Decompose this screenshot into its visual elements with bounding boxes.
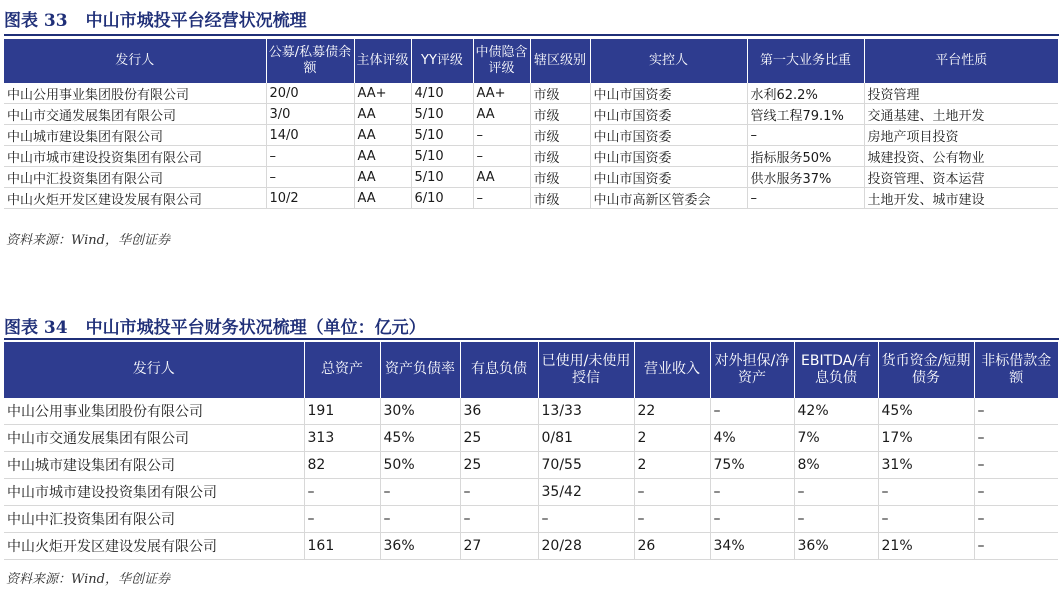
table2-header-cell: 总资产 <box>304 342 380 398</box>
table-cell: 2 <box>634 425 710 452</box>
table2-header-cell: 已使用/未使用授信 <box>538 342 634 398</box>
table-cell: 5/10 <box>411 167 473 188</box>
table-cell: – <box>977 538 985 554</box>
table-cell: 45% <box>380 425 460 452</box>
table-cell: 管线工程79.1% <box>747 104 864 125</box>
table-cell: 中山中汇投资集团有限公司 <box>4 506 304 533</box>
table-cell: – <box>747 188 864 209</box>
table-cell: 30% <box>380 398 460 425</box>
table1 <box>4 39 1058 209</box>
table1-title-text: 中山市城投平台经营状况梳理 <box>85 11 307 31</box>
table-cell: – <box>878 479 974 506</box>
table-cell: 2 <box>634 452 710 479</box>
table2-header-cell: 有息负债 <box>460 342 538 398</box>
table1-source: 资料来源：Wind，华创证券 <box>6 233 170 248</box>
table1-body <box>4 83 1058 209</box>
table-row <box>4 398 1058 425</box>
table-cell: 26 <box>634 533 710 560</box>
table-row <box>4 125 1058 146</box>
table-cell: – <box>380 506 460 533</box>
table-cell: AA <box>354 146 411 167</box>
table-cell: 中山市国资委 <box>590 125 747 146</box>
table-row <box>4 533 1058 560</box>
table-cell: – <box>794 506 878 533</box>
table-cell: – <box>977 511 985 527</box>
table-cell: 50% <box>380 452 460 479</box>
table-cell: 3/0 <box>266 104 354 125</box>
table-cell: AA <box>473 167 530 188</box>
table-cell: 8% <box>794 452 878 479</box>
table-cell: 25 <box>460 425 538 452</box>
table-cell: 市级 <box>530 83 590 104</box>
table-cell: 中山市城市建设投资集团有限公司 <box>4 146 266 167</box>
table-cell: AA+ <box>354 83 411 104</box>
table-cell: 中山公用事业集团股份有限公司 <box>4 398 304 425</box>
table2-header-cell: 资产负债率 <box>380 342 460 398</box>
table-cell: – <box>266 167 354 188</box>
table-cell: 75% <box>710 452 794 479</box>
table-cell: 191 <box>304 398 380 425</box>
table-cell: 6/10 <box>411 188 473 209</box>
table2-figure-label: 图表 34 <box>4 318 68 338</box>
table-cell: 中山市交通发展集团有限公司 <box>4 425 304 452</box>
table-cell: 25 <box>460 452 538 479</box>
table-cell: – <box>977 484 985 500</box>
table-row <box>4 452 1058 479</box>
table-cell: 21% <box>878 533 974 560</box>
table-cell: 34% <box>710 533 794 560</box>
table1-header-cell: 第一大业务比重 <box>747 39 864 83</box>
table-cell: 36 <box>460 398 538 425</box>
table-cell: – <box>747 125 864 146</box>
table-cell: 10/2 <box>266 188 354 209</box>
table2-header-cell: 发行人 <box>4 342 304 398</box>
table1-header-cell: 公募/私募债余额 <box>266 39 354 83</box>
table-cell: 4% <box>710 425 794 452</box>
table-row <box>4 167 1058 188</box>
table-cell: 27 <box>460 533 538 560</box>
table-cell: AA <box>354 167 411 188</box>
table1-header-cell: 中债隐含评级 <box>473 39 530 83</box>
table-cell: 中山市城市建设投资集团有限公司 <box>4 479 304 506</box>
table-cell: 31% <box>878 452 974 479</box>
table-cell: – <box>460 479 538 506</box>
table-cell: 36% <box>794 533 878 560</box>
table-cell: – <box>266 146 354 167</box>
table-cell: 13/33 <box>538 398 634 425</box>
table-row <box>4 188 1058 209</box>
table-cell: 市级 <box>530 146 590 167</box>
table-cell: 中山市国资委 <box>590 104 747 125</box>
table-cell: – <box>710 398 794 425</box>
table-cell: 中山火炬开发区建设发展有限公司 <box>4 533 304 560</box>
table-row <box>4 425 1058 452</box>
table-cell: – <box>634 479 710 506</box>
table2-title-rule <box>4 338 1059 340</box>
table-cell: AA <box>354 188 411 209</box>
table1-header-cell: YY评级 <box>411 39 473 83</box>
table-cell: – <box>473 125 530 146</box>
table-cell: 7% <box>794 425 878 452</box>
table2-header-cell: 对外担保/净资产 <box>710 342 794 398</box>
table-cell: 70/55 <box>538 452 634 479</box>
table-cell: – <box>710 506 794 533</box>
table-cell: 4/10 <box>411 83 473 104</box>
table-cell: – <box>634 506 710 533</box>
table1-header-row <box>4 39 1058 83</box>
table-cell: 中山火炬开发区建设发展有限公司 <box>4 188 266 209</box>
table1-figure-label: 图表 33 <box>4 11 68 31</box>
table2-title-text: 中山市城投平台财务状况梳理（单位：亿元） <box>85 318 426 338</box>
table-cell: 82 <box>304 452 380 479</box>
table-cell: 指标服务50% <box>747 146 864 167</box>
table1-header-cell: 实控人 <box>590 39 747 83</box>
table-cell: 35/42 <box>538 479 634 506</box>
table2-header-row <box>4 342 1058 398</box>
table-cell: 中山市国资委 <box>590 83 747 104</box>
table-cell: 中山公用事业集团股份有限公司 <box>4 83 266 104</box>
table-cell: 房地产项目投资 <box>867 129 959 145</box>
table2-title <box>4 313 426 338</box>
table-cell: 中山市国资委 <box>590 167 747 188</box>
table-cell: – <box>304 479 380 506</box>
table1-header-cell: 主体评级 <box>354 39 411 83</box>
table-cell: 投资管理、资本运营 <box>867 171 985 187</box>
table-cell: – <box>380 479 460 506</box>
table-cell: 城建投资、公有物业 <box>867 150 985 166</box>
table-cell: AA <box>473 104 530 125</box>
table-cell: – <box>878 506 974 533</box>
table-cell: 20/28 <box>538 533 634 560</box>
table-cell: 313 <box>304 425 380 452</box>
table-cell: 市级 <box>530 188 590 209</box>
table1-title-rule <box>4 34 1059 36</box>
table-cell: – <box>460 506 538 533</box>
table-cell: 水利62.2% <box>747 83 864 104</box>
table-cell: AA+ <box>473 83 530 104</box>
table-row <box>4 506 1058 533</box>
table-cell: 中山城市建设集团有限公司 <box>4 452 304 479</box>
table2 <box>4 342 1058 560</box>
table-cell: 中山市交通发展集团有限公司 <box>4 104 266 125</box>
table-row <box>4 146 1058 167</box>
table1-title <box>4 6 307 31</box>
table-cell: 36% <box>380 533 460 560</box>
table-row <box>4 104 1058 125</box>
table-cell: 市级 <box>530 104 590 125</box>
table-cell: – <box>977 457 985 473</box>
table2-header-cell: 货币资金/短期债务 <box>878 342 974 398</box>
table-cell: 中山市国资委 <box>590 146 747 167</box>
table-cell: 5/10 <box>411 104 473 125</box>
table-cell: 投资管理 <box>867 87 920 103</box>
table-cell: – <box>794 479 878 506</box>
table-cell: AA <box>354 104 411 125</box>
table-cell: – <box>538 506 634 533</box>
table-cell: 45% <box>878 398 974 425</box>
table-cell: 市级 <box>530 167 590 188</box>
table-cell: 供水服务37% <box>747 167 864 188</box>
table1-header-cell: 辖区级别 <box>530 39 590 83</box>
table-cell: 22 <box>634 398 710 425</box>
table-cell: 市级 <box>530 125 590 146</box>
table-cell: 中山中汇投资集团有限公司 <box>4 167 266 188</box>
table-cell: 20/0 <box>266 83 354 104</box>
table-row <box>4 479 1058 506</box>
table2-header-cell: EBITDA/有息负债 <box>794 342 878 398</box>
table-cell: 5/10 <box>411 125 473 146</box>
table-cell: – <box>473 188 530 209</box>
table2-body <box>4 398 1058 560</box>
table2-source: 资料来源：Wind，华创证券 <box>6 572 170 587</box>
table2-header-cell: 营业收入 <box>634 342 710 398</box>
table-cell: 交通基建、土地开发 <box>867 108 985 124</box>
table-cell: – <box>304 506 380 533</box>
table-cell: – <box>473 146 530 167</box>
table-row <box>4 83 1058 104</box>
table-cell: 14/0 <box>266 125 354 146</box>
table-cell: – <box>977 430 985 446</box>
table-cell: 0/81 <box>538 425 634 452</box>
table-cell: – <box>710 479 794 506</box>
table-cell: 161 <box>304 533 380 560</box>
table1-header-cell: 发行人 <box>4 39 266 83</box>
table-cell: 中山市高新区管委会 <box>590 188 747 209</box>
table-cell: 中山城市建设集团有限公司 <box>4 125 266 146</box>
table-cell: 17% <box>878 425 974 452</box>
table-cell: AA <box>354 125 411 146</box>
table-cell: 土地开发、城市建设 <box>867 192 985 208</box>
table-cell: – <box>977 403 985 419</box>
table1-header-cell: 平台性质 <box>864 39 1058 83</box>
table-cell: 42% <box>794 398 878 425</box>
table-cell: 5/10 <box>411 146 473 167</box>
table2-header-cell: 非标借款金额 <box>974 342 1058 398</box>
